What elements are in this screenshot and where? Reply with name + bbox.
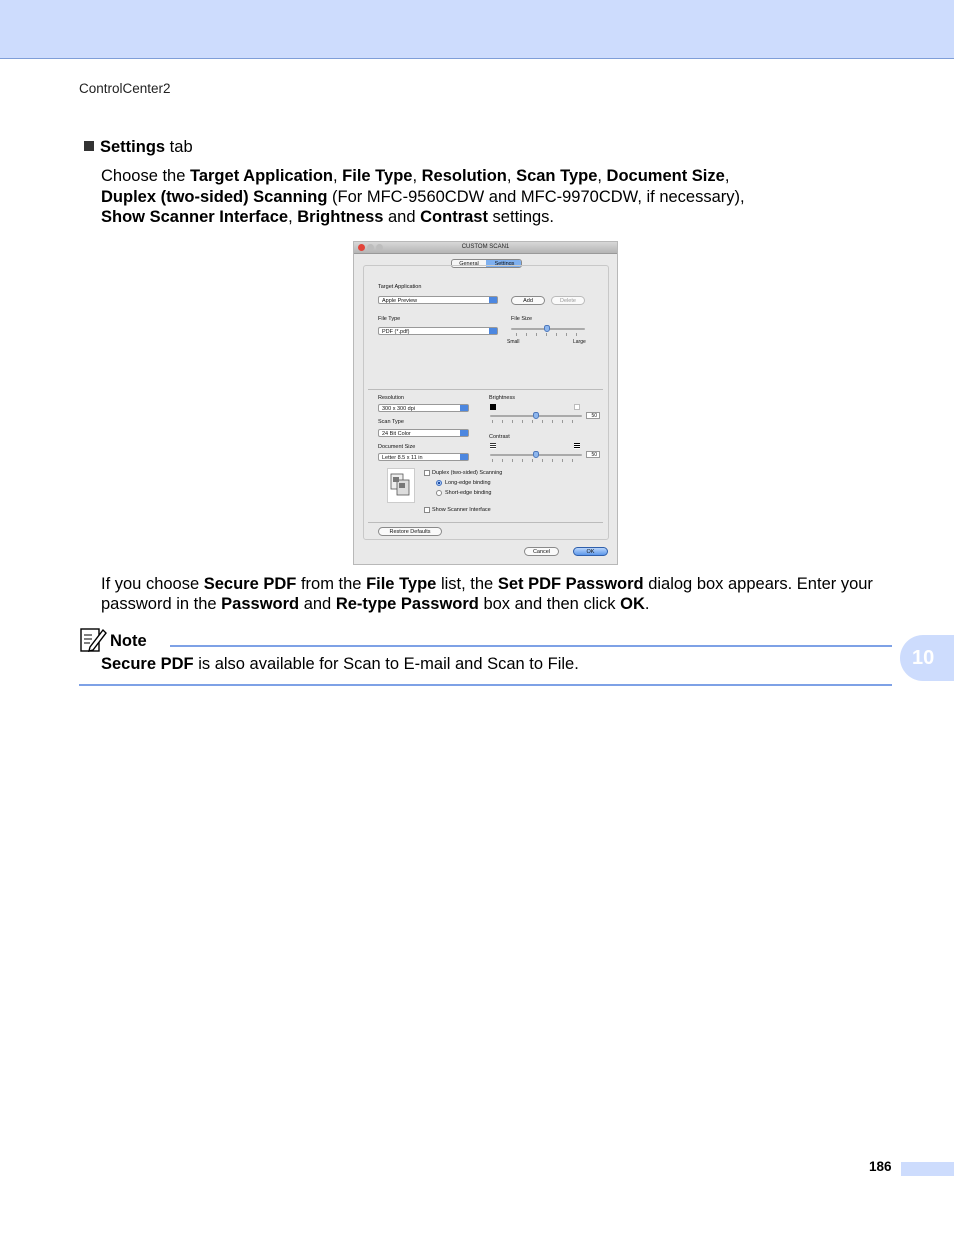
text: (For MFC-9560CDW and MFC-9970CDW, if necessary),	[327, 187, 745, 206]
bold-text: Secure PDF	[203, 575, 297, 593]
ok-button[interactable]: OK	[573, 547, 608, 556]
bold-text: Secure PDF	[101, 655, 194, 673]
settings-tab-bullet	[84, 138, 193, 157]
brightness-ticks	[492, 420, 580, 423]
brightness-value-field[interactable]: 50	[586, 412, 600, 419]
bold-text: Password	[221, 595, 300, 613]
bold-text: Resolution	[421, 167, 507, 185]
page-number-bar	[901, 1162, 954, 1176]
target-application-select[interactable]	[378, 296, 498, 304]
select-value: Letter 8.5 x 11 in	[382, 455, 423, 461]
text: Choose the	[101, 167, 190, 185]
select-arrows-icon	[460, 405, 468, 411]
text: settings.	[487, 208, 555, 226]
text: and	[383, 208, 421, 226]
bold-text: Scan Type	[516, 167, 598, 185]
text: If you choose	[101, 575, 204, 593]
bold-text: Brightness	[297, 208, 384, 226]
text: ,	[597, 167, 607, 185]
settings-rest: tab	[165, 138, 193, 156]
bold-text: Duplex (two-sided) Scanning	[101, 187, 328, 206]
intro-line-1	[101, 166, 729, 187]
text: ,	[333, 167, 343, 185]
duplex-label: Duplex (two-sided) Scanning	[432, 470, 503, 476]
light-square-icon	[574, 404, 580, 410]
select-value: Apple Preview	[382, 298, 418, 304]
show-scanner-label: Show Scanner Interface	[432, 507, 491, 513]
note-top-rule	[170, 645, 892, 647]
divider	[368, 389, 603, 390]
bold-text: Re-type Password	[335, 595, 479, 613]
header-band	[0, 0, 954, 59]
para2-line-2	[101, 594, 649, 615]
text: list, the	[436, 575, 498, 593]
custom-scan-dialog	[353, 241, 618, 565]
bold-text: File Type	[366, 575, 437, 593]
brightness-label: Brightness	[489, 395, 515, 401]
bold-text: Document Size	[606, 167, 725, 185]
document-size-select[interactable]	[378, 453, 469, 461]
file-size-small-label: Small	[507, 339, 520, 345]
file-size-large-label: Large	[573, 339, 586, 345]
text: from the	[296, 575, 367, 593]
bold-text: Target Application	[189, 167, 333, 185]
note-bottom-rule	[79, 684, 892, 686]
long-edge-label: Long-edge binding	[445, 480, 491, 486]
resolution-select[interactable]	[378, 404, 469, 412]
bold-text: Show Scanner Interface	[101, 208, 289, 226]
select-arrows-icon	[489, 328, 497, 334]
select-arrows-icon	[460, 454, 468, 460]
dark-square-icon	[490, 404, 496, 410]
contrast-label: Contrast	[489, 434, 510, 440]
select-value: 24 Bit Color	[382, 431, 411, 437]
text: ,	[506, 167, 517, 185]
short-edge-label: Short-edge binding	[445, 490, 492, 496]
text: ,	[412, 167, 422, 185]
tab-general[interactable]: General	[459, 261, 479, 267]
resolution-label: Resolution	[378, 395, 404, 401]
file-size-label: File Size	[511, 316, 533, 322]
tab-settings[interactable]: Settings	[486, 260, 522, 267]
dialog-title: CUSTOM SCAN1	[461, 244, 510, 250]
text: and	[299, 595, 336, 613]
bold-text: OK	[620, 595, 645, 613]
file-type-select[interactable]	[378, 327, 498, 335]
target-application-label: Target Application	[378, 284, 422, 290]
square-bullet-icon	[84, 141, 94, 151]
select-value: PDF (*.pdf)	[382, 329, 410, 335]
delete-button[interactable]: Delete	[551, 296, 585, 305]
select-arrows-icon	[489, 297, 497, 303]
page-number: 186	[869, 1159, 892, 1174]
text: is also available for Scan to E-mail and Scan to File.	[193, 655, 579, 673]
note-pencil-icon	[80, 626, 107, 653]
duplex-checkbox[interactable]	[424, 470, 430, 476]
bold-text: Set PDF Password	[497, 575, 644, 593]
select-arrows-icon	[460, 430, 468, 436]
intro-line-3	[101, 207, 554, 228]
contrast-slider-knob[interactable]	[533, 451, 539, 458]
bold-text: File Type	[342, 167, 413, 185]
file-size-slider-knob[interactable]	[544, 325, 550, 332]
note-label: Note	[110, 632, 147, 650]
cancel-button[interactable]: Cancel	[524, 547, 559, 556]
document-size-label: Document Size	[378, 444, 416, 450]
high-contrast-icon	[574, 443, 580, 449]
add-button[interactable]: Add	[511, 296, 545, 305]
text: .	[644, 595, 650, 613]
brightness-slider-knob[interactable]	[533, 412, 539, 419]
show-scanner-checkbox[interactable]	[424, 507, 430, 513]
note-body	[101, 655, 579, 674]
select-value: 300 x 300 dpi	[382, 406, 416, 412]
text: password in the	[101, 595, 222, 613]
low-contrast-icon	[490, 443, 496, 449]
text: dialog box appears. Enter your	[643, 575, 873, 593]
text: ,	[288, 208, 298, 226]
para2-line-1	[101, 574, 873, 595]
scan-type-label: Scan Type	[378, 419, 404, 425]
chapter-tab: 10	[900, 635, 954, 681]
bold-text: Contrast	[420, 208, 488, 226]
contrast-value-field[interactable]: 50	[586, 451, 600, 458]
duplex-preview-image	[387, 468, 415, 503]
dialog-titlebar	[354, 242, 617, 254]
intro-line-2	[101, 187, 745, 208]
long-edge-radio[interactable]	[436, 480, 442, 486]
text: box and then click	[478, 595, 621, 613]
text: ,	[724, 167, 730, 185]
divider	[368, 522, 603, 523]
duplex-pages-icon	[388, 469, 414, 502]
scan-type-select[interactable]	[378, 429, 469, 437]
running-title: ControlCenter2	[79, 81, 171, 96]
settings-bold: Settings	[100, 138, 166, 156]
restore-defaults-button[interactable]: Restore Defaults	[378, 527, 442, 536]
contrast-ticks	[492, 459, 580, 462]
short-edge-radio[interactable]	[436, 490, 442, 496]
file-type-label: File Type	[378, 316, 401, 322]
file-size-ticks	[516, 333, 578, 336]
